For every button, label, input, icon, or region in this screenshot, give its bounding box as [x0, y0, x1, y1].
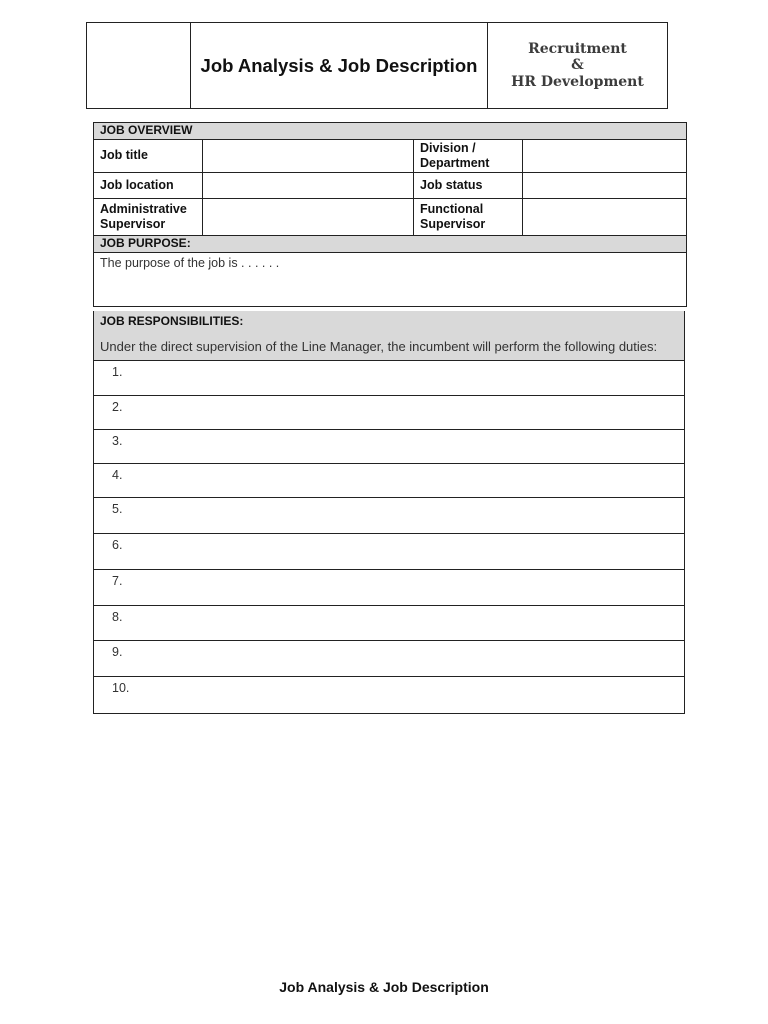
- job-purpose-text[interactable]: The purpose of the job is . . . . . .: [94, 253, 687, 307]
- job-responsibilities-section: [93, 311, 685, 714]
- duty-row[interactable]: [94, 464, 684, 498]
- job-location-field[interactable]: [203, 173, 414, 199]
- duty-number: 6.: [112, 538, 123, 552]
- duty-row[interactable]: [94, 396, 684, 430]
- duty-row[interactable]: [94, 430, 684, 464]
- job-responsibilities-intro: Under the direct supervision of the Line Manager, the incumbent will perform the following duties:: [100, 339, 658, 354]
- job-location-label: Job location: [94, 173, 203, 199]
- job-title-label: Job title: [94, 140, 203, 173]
- job-overview-table: [93, 122, 687, 307]
- document-header: [86, 22, 668, 109]
- document-title: Job Analysis & Job Description: [191, 23, 488, 108]
- duty-number: 4.: [112, 468, 123, 482]
- job-purpose-header: [94, 236, 687, 253]
- admin-supervisor-label: Administrative Supervisor: [94, 199, 203, 236]
- job-overview-header: [94, 123, 687, 140]
- functional-supervisor-label: Functional Supervisor: [414, 199, 523, 236]
- duty-number: 7.: [112, 574, 123, 588]
- department-line-2: &: [571, 57, 584, 74]
- page-footer: Job Analysis & Job Description: [279, 979, 489, 995]
- duty-number: 8.: [112, 610, 123, 624]
- table-row: [94, 140, 687, 173]
- logo-placeholder: [87, 23, 191, 108]
- duty-number: 9.: [112, 645, 123, 659]
- job-overview-title: JOB OVERVIEW: [94, 123, 687, 140]
- duty-number: 10.: [112, 681, 130, 695]
- job-responsibilities-header: [94, 311, 684, 361]
- job-status-field[interactable]: [523, 173, 687, 199]
- department-line-3: HR Development: [511, 73, 644, 90]
- table-row: [94, 173, 687, 199]
- duty-row[interactable]: [94, 498, 684, 534]
- job-purpose-title: JOB PURPOSE:: [94, 236, 687, 253]
- department-line-1: Recruitment: [528, 40, 627, 57]
- duty-number: 2.: [112, 400, 123, 414]
- duty-row[interactable]: [94, 641, 684, 677]
- duty-number: 5.: [112, 502, 123, 516]
- admin-supervisor-field[interactable]: [203, 199, 414, 236]
- table-row: [94, 199, 687, 236]
- duty-number: 1.: [112, 365, 123, 379]
- functional-supervisor-field[interactable]: [523, 199, 687, 236]
- job-responsibilities-title: JOB RESPONSIBILITIES:: [100, 314, 244, 328]
- department-name: [488, 23, 667, 108]
- duty-row[interactable]: [94, 606, 684, 641]
- job-status-label: Job status: [414, 173, 523, 199]
- division-field[interactable]: [523, 140, 687, 173]
- job-title-field[interactable]: [203, 140, 414, 173]
- duty-row[interactable]: [94, 677, 684, 713]
- duty-row[interactable]: [94, 361, 684, 396]
- division-label: Division / Department: [414, 140, 523, 173]
- duty-row[interactable]: [94, 534, 684, 570]
- duty-row[interactable]: [94, 570, 684, 606]
- duty-number: 3.: [112, 434, 123, 448]
- table-row: [94, 253, 687, 307]
